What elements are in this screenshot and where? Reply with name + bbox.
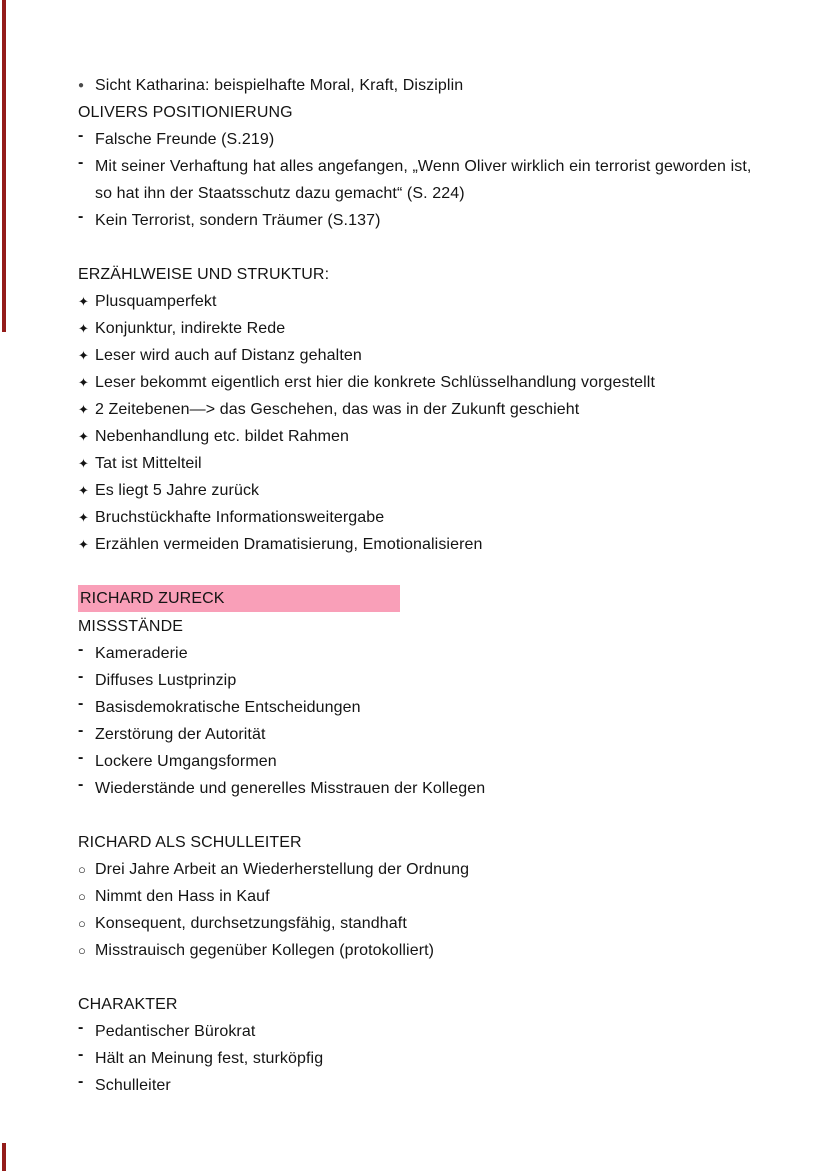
star-bullet-icon: ✦ [78,402,89,417]
dash-bullet-icon: - [78,641,84,658]
list-item [78,153,768,207]
list-item-text: Nebenhandlung etc. bildet Rahmen [95,428,350,445]
dash-bullet-icon: - [78,208,84,225]
list-item [78,775,768,802]
list-item-text: Konjunktur, indirekte Rede [95,320,286,337]
list-item [78,207,768,234]
page-edge-line-top [2,0,6,332]
highlighted-heading-text: RICHARD ZURECK [78,585,400,612]
list-item-text: Misstrauisch gegenüber Kollegen (protokolliert) [95,942,435,959]
list-item [78,748,768,775]
dash-bullet-icon: - [78,154,84,171]
list-item-text: Leser wird auch auf Distanz gehalten [95,347,362,364]
list-item-text: Schulleiter [95,1077,171,1094]
list-item [78,450,768,477]
star-bullet-icon: ✦ [78,348,89,363]
list-item-text: Erzählen vermeiden Dramatisierung, Emotionalisieren [95,536,483,553]
list-item [78,1072,768,1099]
dash-bullet-icon: - [78,1046,84,1063]
dash-bullet-icon: - [78,127,84,144]
list-item-text: Falsche Freunde (S.219) [95,131,275,148]
star-bullet-icon: ✦ [78,483,89,498]
list-item-text: 2 Zeitebenen—> das Geschehen, das was in der Zukunft geschieht [95,401,580,418]
list-item-text: Basisdemokratische Entscheidungen [95,699,361,716]
list-item-text: Kameraderie [95,645,188,662]
list-item [78,1018,768,1045]
star-bullet-icon: ✦ [78,375,89,390]
list-item-text: Drei Jahre Arbeit an Wiederherstellung der Ordnung [95,861,470,878]
list-item [78,369,768,396]
list-item [78,342,768,369]
list-item-text: Wiederstände und generelles Misstrauen der Kollegen [95,780,486,797]
list-item [78,126,768,153]
section-gap [78,802,768,829]
list-item-text: Lockere Umgangsformen [95,753,277,770]
list-item [78,423,768,450]
page-edge-line-bottom [2,1143,6,1171]
circle-bullet-icon: ○ [78,862,86,877]
section-heading: MISSSTÄNDE [78,618,184,635]
list-item [78,1045,768,1072]
list-item [78,667,768,694]
list-item [78,531,768,558]
section-gap [78,558,768,585]
list-item-text: Es liegt 5 Jahre zurück [95,482,260,499]
list-item [78,396,768,423]
list-item [78,315,768,342]
section-gap [78,234,768,261]
list-item [78,721,768,748]
section-heading: RICHARD ALS SCHULLEITER [78,834,302,851]
dash-bullet-icon: - [78,722,84,739]
dot-bullet-icon: ● [78,80,85,91]
star-bullet-icon: ✦ [78,429,89,444]
list-item [78,477,768,504]
list-item [78,72,768,99]
section-heading: CHARAKTER [78,996,178,1013]
list-item-text: Leser bekommt eigentlich erst hier die konkrete Schlüsselhandlung vorgestellt [95,374,655,391]
list-item [78,937,768,964]
list-item [78,640,768,667]
dash-bullet-icon: - [78,1073,84,1090]
circle-bullet-icon: ○ [78,889,86,904]
dash-bullet-icon: - [78,668,84,685]
star-bullet-icon: ✦ [78,456,89,471]
section-gap [78,964,768,991]
list-item [78,288,768,315]
section-heading: ERZÄHLWEISE UND STRUKTUR: [78,266,330,283]
star-bullet-icon: ✦ [78,537,89,552]
list-item-text: Hält an Meinung fest, sturköpfig [95,1050,324,1067]
list-item-text: Konsequent, durchsetzungsfähig, standhaft [95,915,407,932]
list-item-text: Nimmt den Hass in Kauf [95,888,270,905]
list-item-text: Kein Terrorist, sondern Träumer (S.137) [95,212,381,229]
circle-bullet-icon: ○ [78,943,86,958]
dash-bullet-icon: - [78,776,84,793]
list-item [78,504,768,531]
dash-bullet-icon: - [78,695,84,712]
list-item-text: Tat ist Mittelteil [95,455,202,472]
list-item-text: Pedantischer Bürokrat [95,1023,256,1040]
list-item [78,910,768,937]
list-item [78,856,768,883]
section-heading: OLIVERS POSITIONIERUNG [78,104,293,121]
highlighted-heading [78,585,768,612]
list-item-text: Plusquamperfekt [95,293,217,310]
list-item-text: Zerstörung der Autorität [95,726,266,743]
list-item-text: Diffuses Lustprinzip [95,672,237,689]
star-bullet-icon: ✦ [78,321,89,336]
document-body [78,72,768,1099]
list-item-text: Mit seiner Verhaftung hat alles angefangen, „Wenn Oliver wirklich ein terrorist geworden ist, so hat ihn der Staatsschutz dazu gemacht“ (S. 224) [95,158,752,202]
dash-bullet-icon: - [78,749,84,766]
list-item [78,883,768,910]
list-item [78,694,768,721]
list-item-text: Sicht Katharina: beispielhafte Moral, Kraft, Disziplin [95,77,464,94]
circle-bullet-icon: ○ [78,916,86,931]
star-bullet-icon: ✦ [78,294,89,309]
dash-bullet-icon: - [78,1019,84,1036]
star-bullet-icon: ✦ [78,510,89,525]
list-item-text: Bruchstückhafte Informationsweitergabe [95,509,385,526]
